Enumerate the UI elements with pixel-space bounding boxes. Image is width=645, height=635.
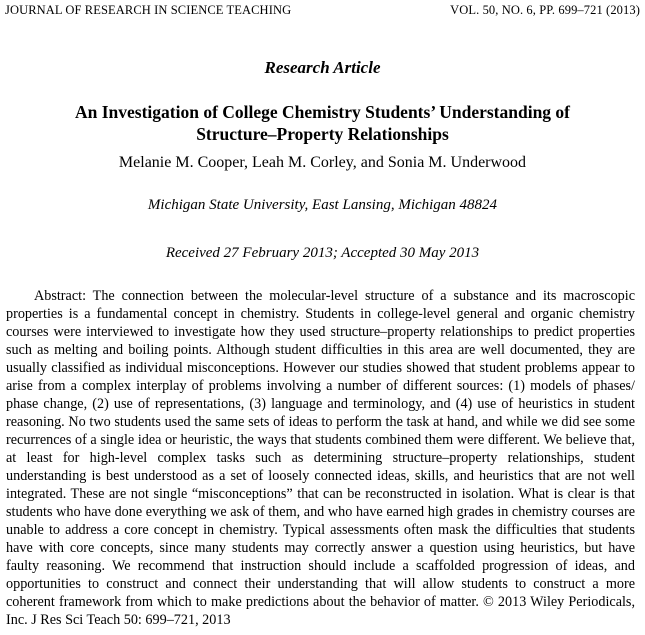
article-type-label: Research Article (264, 58, 381, 77)
abstract-text: Abstract: The connection between the molecular-level structure of a substance and its macroscopic properties is a fundamental concept in chemistry. Students in college-level general and organic chemistry courses were interviewed to investigate how they used structure–property relationships to predict properties such as melting and boiling points. Although student difficulties in this area are well documented, they are usually classified as individual misconceptions. However our studies showed that student problems appear to arise from a complex interplay of problems involving a number of different sources: (1) models of phases/ phase change, (2) use of representations, (3) language and terminology, and (4) use of heuristics in student reasoning. No two students used the same sets of ideas to perform the task at hand, and while we did see some recurrences of a single idea or heuristic, the ways that students combined them were different. We believe that, at least for high-level complex tasks such as determining structure–property relationships, student understanding is best understood as a set of loosely connected ideas, skills, and heuristics that are not well integrated. These are not single “misconceptions” that can be reconstructed in isolation. What is clear is that students who have done everything we ask of them, and who have earned high grades in chemistry courses are unable to address a core concept in chemistry. Typical assessments often mask the difficulties that students have with core concepts, since many students may correctly answer a question using heuristics, but have faulty reasoning. We recommend that instruction should include a scaffolded progression of ideas, and opportunities to construct and connect their understanding that will allow students to construct a more coherent framework from which to make predictions about the behavior of matter. © 2013 Wiley Periodicals, Inc. J Res Sci Teach 50: 699–721, 2013 (6, 288, 635, 628)
title-line-2: Structure–Property Relationships (196, 124, 449, 144)
journal-name: JOURNAL OF RESEARCH IN SCIENCE TEACHING (5, 3, 292, 17)
article-title (40, 101, 605, 145)
received-accepted-dates: Received 27 February 2013; Accepted 30 May 2013 (165, 245, 480, 261)
volume-info: VOL. 50, NO. 6, PP. 699–721 (2013) (450, 3, 640, 17)
abstract (6, 287, 635, 629)
title-line-1: An Investigation of College Chemistry Students’ Understanding of (74, 102, 571, 122)
author-list: Melanie M. Cooper, Leah M. Corley, and Sonia M. Underwood (118, 154, 527, 171)
affiliation: Michigan State University, East Lansing, Michigan 48824 (147, 197, 498, 213)
